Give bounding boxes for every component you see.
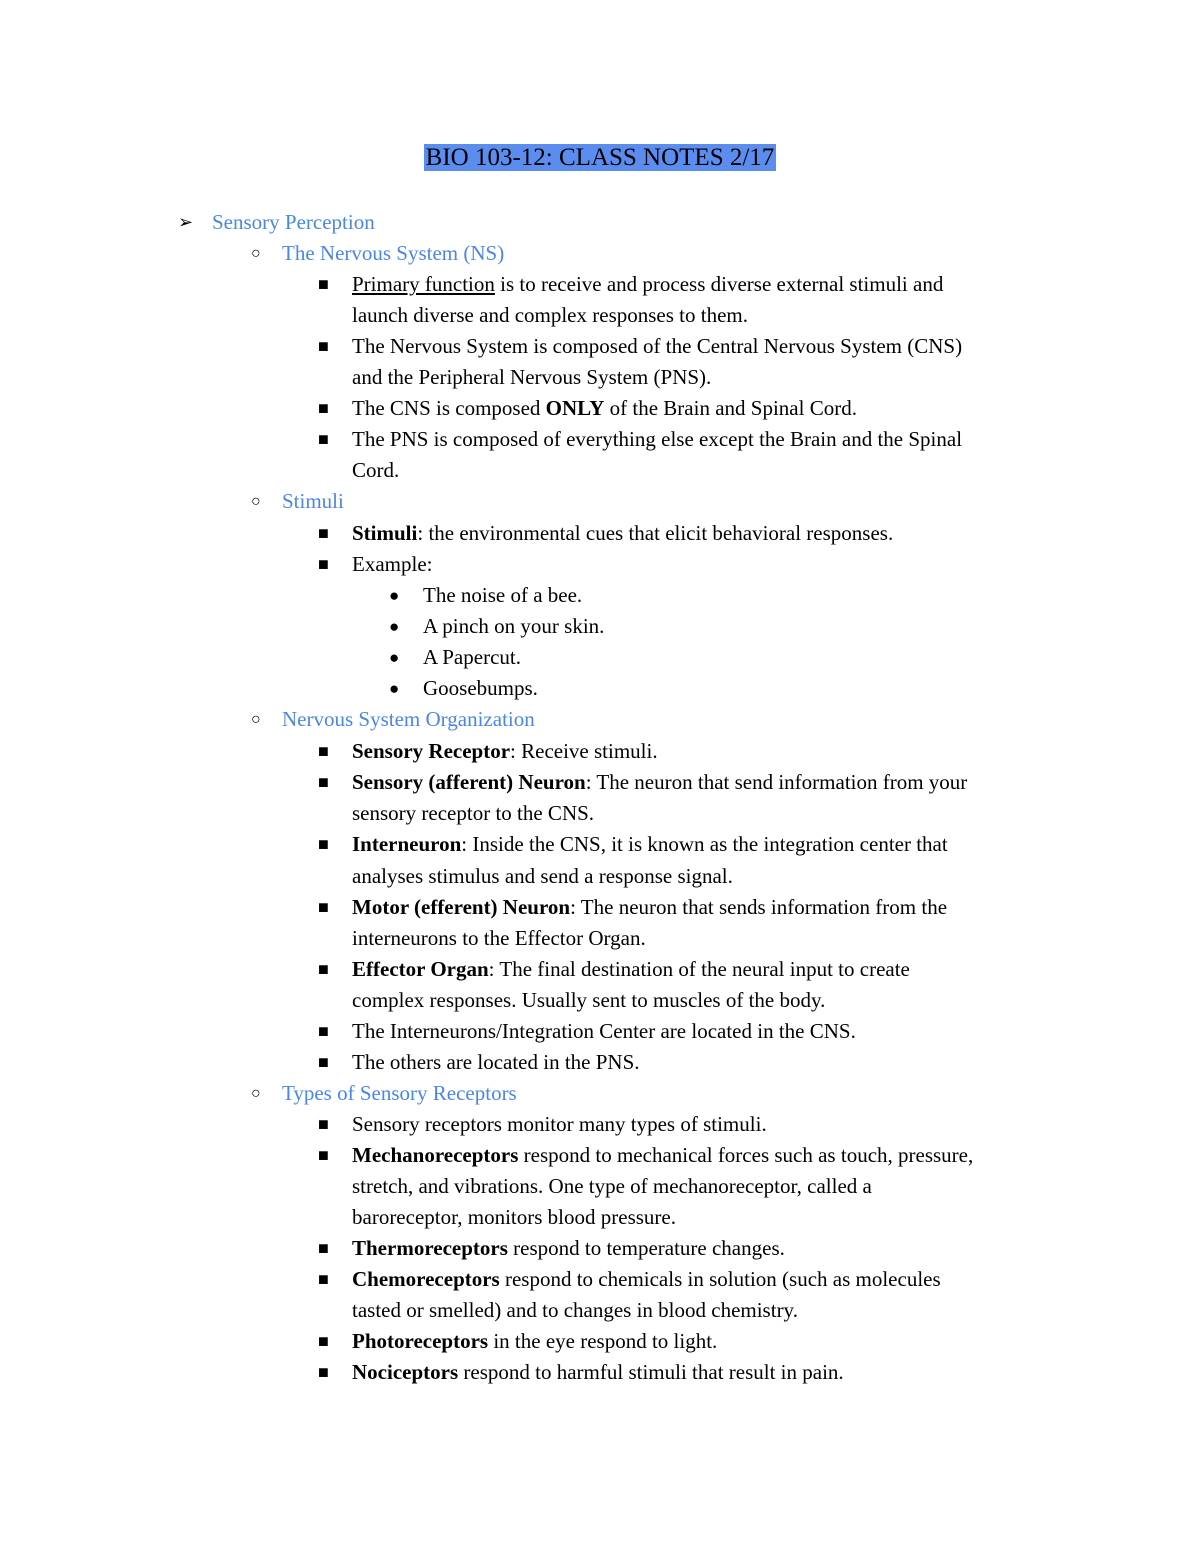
example-item: The noise of a bee. xyxy=(423,583,583,607)
list-item-text: respond to temperature changes. xyxy=(507,1236,785,1260)
square-bullet-icon: ■ xyxy=(318,1331,329,1351)
circle-bullet-icon: ○ xyxy=(251,245,261,262)
square-bullet-icon: ■ xyxy=(318,772,329,792)
list-item xyxy=(352,269,943,300)
dot-bullet-icon: ● xyxy=(389,617,400,636)
bold-term: Motor (efferent) Neuron xyxy=(352,895,571,919)
list-item xyxy=(352,892,947,923)
circle-bullet-icon: ○ xyxy=(251,711,261,728)
list-item-text: : Receive stimuli. xyxy=(510,739,658,763)
square-bullet-icon: ■ xyxy=(318,1021,329,1041)
square-bullet-icon: ■ xyxy=(318,398,329,418)
title-text: BIO 103-12: CLASS NOTES 2/17 xyxy=(425,144,775,171)
list-item: The PNS is composed of everything else except the Brain and the Spinal xyxy=(352,427,963,451)
bold-term: Chemoreceptors xyxy=(352,1267,500,1291)
bold-term: Interneuron xyxy=(352,832,462,856)
circle-bullet-icon: ○ xyxy=(251,1085,261,1102)
example-item: A Papercut. xyxy=(423,645,521,669)
dot-bullet-icon: ● xyxy=(389,648,400,667)
page-title xyxy=(0,138,1200,178)
subheading-stimuli: Stimuli xyxy=(282,489,344,513)
arrow-bullet-icon: ➢ xyxy=(178,212,194,232)
list-item-text: respond to mechanical forces such as touch, pressure, xyxy=(518,1143,974,1167)
list-item xyxy=(352,767,967,798)
list-item xyxy=(352,1233,785,1264)
square-bullet-icon: ■ xyxy=(318,741,329,761)
square-bullet-icon: ■ xyxy=(318,834,329,854)
subheading-nervous-system: The Nervous System (NS) xyxy=(282,241,505,265)
list-item-text: respond to chemicals in solution (such as molecules xyxy=(499,1267,941,1291)
list-item-text: : The final destination of the neural input to create xyxy=(488,957,910,981)
bold-term: Stimuli xyxy=(352,521,418,545)
square-bullet-icon: ■ xyxy=(318,1052,329,1072)
square-bullet-icon: ■ xyxy=(318,554,329,574)
subheading-organization: Nervous System Organization xyxy=(282,707,535,731)
list-item xyxy=(352,829,948,860)
list-item-continuation: analyses stimulus and send a response signal. xyxy=(352,864,733,888)
list-item-text: : Inside the CNS, it is known as the integration center that xyxy=(461,832,948,856)
square-bullet-icon: ■ xyxy=(318,1114,329,1134)
list-item xyxy=(352,736,658,767)
list-item-continuation: and the Peripheral Nervous System (PNS). xyxy=(352,365,712,389)
list-item: The Nervous System is composed of the Central Nervous System (CNS) xyxy=(352,334,963,358)
square-bullet-icon: ■ xyxy=(318,523,329,543)
example-item: Goosebumps. xyxy=(423,676,538,700)
square-bullet-icon: ■ xyxy=(318,274,329,294)
list-item-continuation: complex responses. Usually sent to muscles of the body. xyxy=(352,988,826,1012)
list-item-text: The CNS is composed xyxy=(352,396,546,420)
subheading-receptors: Types of Sensory Receptors xyxy=(282,1081,517,1105)
list-item: Sensory receptors monitor many types of stimuli. xyxy=(352,1112,767,1136)
square-bullet-icon: ■ xyxy=(318,1362,329,1382)
square-bullet-icon: ■ xyxy=(318,336,329,356)
list-item: The others are located in the PNS. xyxy=(352,1050,640,1074)
list-item-continuation: launch diverse and complex responses to them. xyxy=(352,303,748,327)
list-item xyxy=(352,954,910,985)
list-item xyxy=(352,393,857,424)
list-item-continuation: interneurons to the Effector Organ. xyxy=(352,926,646,950)
list-item-continuation: Cord. xyxy=(352,458,400,482)
list-item xyxy=(352,518,893,549)
list-item-continuation: stretch, and vibrations. One type of mechanoreceptor, called a xyxy=(352,1174,872,1198)
list-item: Example: xyxy=(352,552,433,576)
dot-bullet-icon: ● xyxy=(389,586,400,605)
underlined-term: Primary function xyxy=(352,272,495,296)
example-item: A pinch on your skin. xyxy=(423,614,605,638)
bold-term: Photoreceptors xyxy=(352,1329,489,1353)
list-item-continuation: tasted or smelled) and to changes in blood chemistry. xyxy=(352,1298,798,1322)
square-bullet-icon: ■ xyxy=(318,1269,329,1289)
bold-term: Effector Organ xyxy=(352,957,489,981)
list-item xyxy=(352,1140,973,1171)
list-item-text: is to receive and process diverse external stimuli and xyxy=(494,272,944,296)
bold-term: Sensory (afferent) Neuron xyxy=(352,770,586,794)
square-bullet-icon: ■ xyxy=(318,429,329,449)
bold-term: Sensory Receptor xyxy=(352,739,511,763)
list-item-text: : The neuron that send information from your xyxy=(585,770,968,794)
list-item xyxy=(352,1326,717,1357)
dot-bullet-icon: ● xyxy=(389,679,400,698)
list-item-text: of the Brain and Spinal Cord. xyxy=(604,396,857,420)
list-item-text: in the eye respond to light. xyxy=(488,1329,718,1353)
circle-bullet-icon: ○ xyxy=(251,493,261,510)
bold-term: Thermoreceptors xyxy=(352,1236,508,1260)
list-item xyxy=(352,1264,941,1295)
list-item-text: : the environmental cues that elicit behavioral responses. xyxy=(417,521,894,545)
list-item-continuation: sensory receptor to the CNS. xyxy=(352,801,595,825)
bold-term: Nociceptors xyxy=(352,1360,459,1384)
square-bullet-icon: ■ xyxy=(318,959,329,979)
list-item-text: respond to harmful stimuli that result in pain. xyxy=(458,1360,844,1384)
list-item-text: : The neuron that sends information from the xyxy=(570,895,948,919)
bold-term: ONLY xyxy=(545,396,605,420)
square-bullet-icon: ■ xyxy=(318,1145,329,1165)
square-bullet-icon: ■ xyxy=(318,897,329,917)
section-heading: Sensory Perception xyxy=(212,210,375,234)
list-item: The Interneurons/Integration Center are located in the CNS. xyxy=(352,1019,856,1043)
square-bullet-icon: ■ xyxy=(318,1238,329,1258)
list-item xyxy=(352,1357,844,1388)
bold-term: Mechanoreceptors xyxy=(352,1143,519,1167)
list-item-continuation: baroreceptor, monitors blood pressure. xyxy=(352,1205,676,1229)
